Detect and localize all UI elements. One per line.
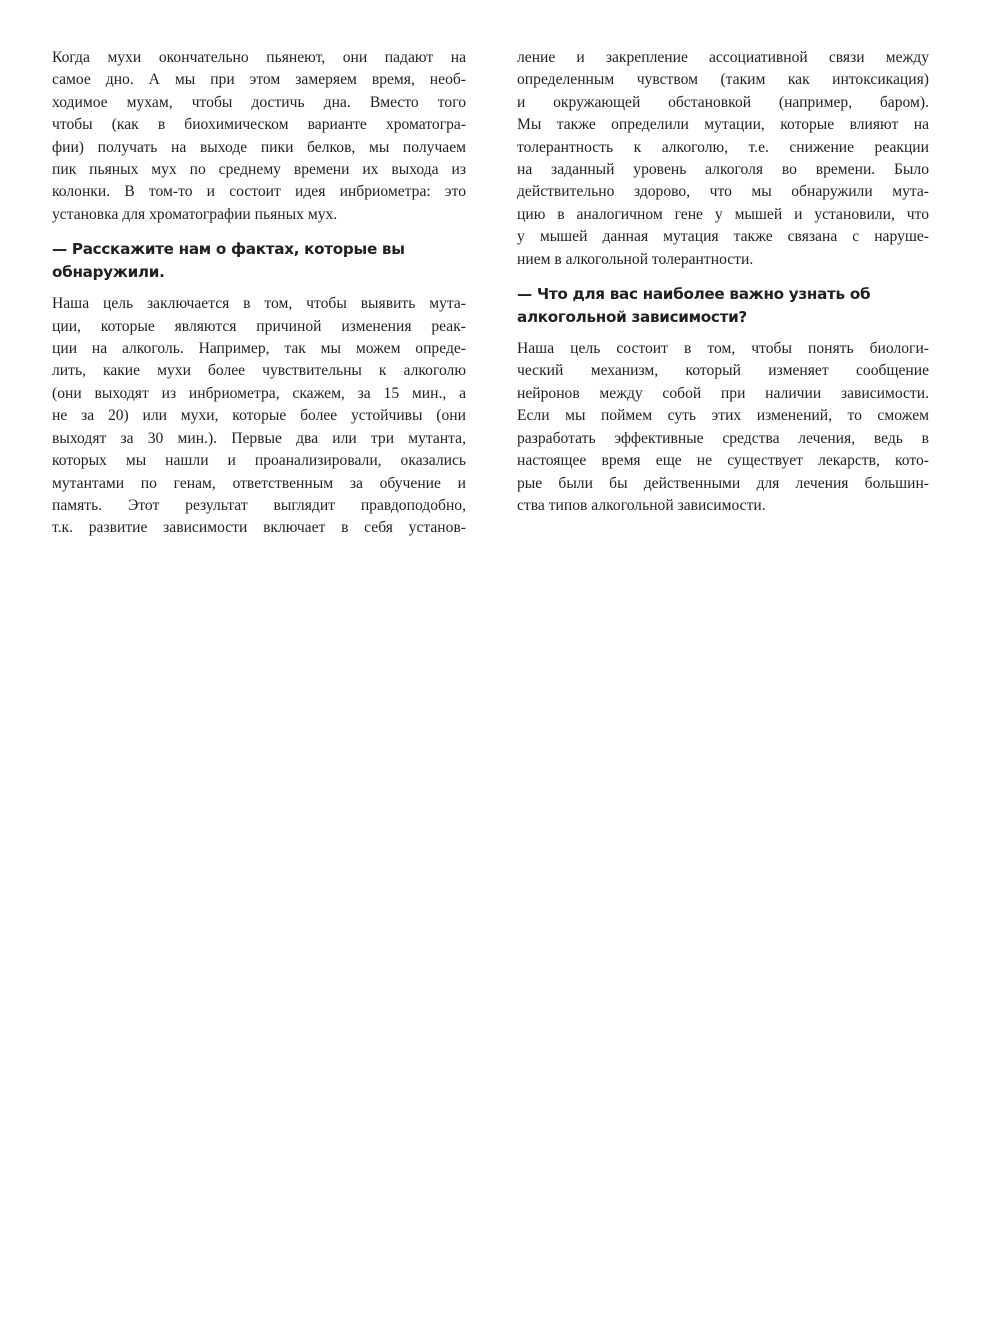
body-paragraph: [517, 47, 929, 271]
left-column: [52, 47, 466, 540]
text-line: не за 20) или мухи, которые более устойчивы (они: [52, 407, 466, 425]
text-line: мутантами по генам, ответственным за обучение и: [52, 474, 466, 492]
text-line: разработать эффективные средства лечения, ведь в: [517, 429, 929, 447]
text-line: у мышей данная мутация также связана с наруше-: [517, 228, 929, 246]
text-line: лить, какие мухи более чувствительны к алкоголю: [52, 362, 466, 380]
heading-line: — Что для вас наиболее важно узнать об: [517, 285, 871, 304]
body-paragraph: [52, 293, 466, 539]
text-line: Мы также определили мутации, которые влияют на: [517, 116, 929, 134]
question-heading: [517, 283, 929, 329]
text-line: чтобы (как в биохимическом варианте хроматогра-: [52, 116, 466, 134]
text-line: которых мы нашли и проанализировали, оказались: [52, 452, 466, 470]
text-line: и окружающей обстановкой (например, баром).: [517, 93, 929, 111]
text-line: (они выходят из инбриометра, скажем, за 15 мин., а: [52, 384, 466, 402]
text-line: на заданный уровень алкоголя во времени. Было: [517, 161, 929, 179]
text-line: память. Этот результат выглядит правдоподобно,: [52, 496, 466, 514]
body-paragraph: [517, 338, 929, 517]
text-line: Наша цель заключается в том, чтобы выявить мута-: [52, 295, 466, 313]
heading-line: алкогольной зависимости?: [517, 308, 747, 327]
text-line: настоящее время еще не существует лекарств, кото-: [517, 452, 929, 470]
text-line: толерантность к алкоголю, т.е. снижение реакции: [517, 138, 929, 156]
text-line: колонки. В том-то и состоит идея инбриометра: это: [52, 183, 466, 201]
text-line: выходят за 30 мин.). Первые два или три мутанта,: [52, 429, 466, 447]
text-line: ходимое мухам, чтобы достичь дна. Вместо того: [52, 93, 466, 111]
right-column: [517, 47, 929, 517]
text-line: фии) получать на выходе пики белков, мы получаем: [52, 138, 466, 156]
text-line: ление и закрепление ассоциативной связи между: [517, 49, 929, 66]
text-line: действительно здорово, что мы обнаружили мута-: [517, 183, 929, 201]
text-line: пик пьяных мух по среднему времени их выхода из: [52, 161, 466, 179]
text-line: Если мы поймем суть этих изменений, то сможем: [517, 407, 929, 425]
text-line: самое дно. А мы при этом замеряем время, необ-: [52, 71, 466, 89]
text-line: т.к. развитие зависимости включает в себя установ-: [52, 519, 466, 537]
question-heading: [52, 238, 466, 284]
text-line: ства типов алкогольной зависимости.: [517, 496, 766, 514]
text-line: ции, которые являются причиной изменения реак-: [52, 317, 466, 335]
text-line: ческий механизм, который изменяет сообщение: [517, 362, 929, 380]
text-line: Наша цель состоит в том, чтобы понять биологи-: [517, 340, 929, 358]
heading-line: — Расскажите нам о фактах, которые вы: [52, 240, 405, 259]
text-line: Когда мухи окончательно пьянеют, они падают на: [52, 49, 466, 66]
text-line: нейронов между собой при наличии зависимости.: [517, 384, 929, 402]
text-line: ции на алкоголь. Например, так мы можем опреде-: [52, 340, 466, 358]
heading-line: обнаружили.: [52, 263, 165, 282]
text-line: цию в аналогичном гене у мышей и установили, что: [517, 205, 929, 223]
text-line: определенным чувством (таким как интоксикация): [517, 71, 929, 89]
body-paragraph: [52, 47, 466, 226]
text-line: нием в алкогольной толерантности.: [517, 250, 754, 268]
text-line: установка для хроматографии пьяных мух.: [52, 205, 338, 223]
text-line: рые были бы действенными для лечения большин-: [517, 474, 929, 492]
